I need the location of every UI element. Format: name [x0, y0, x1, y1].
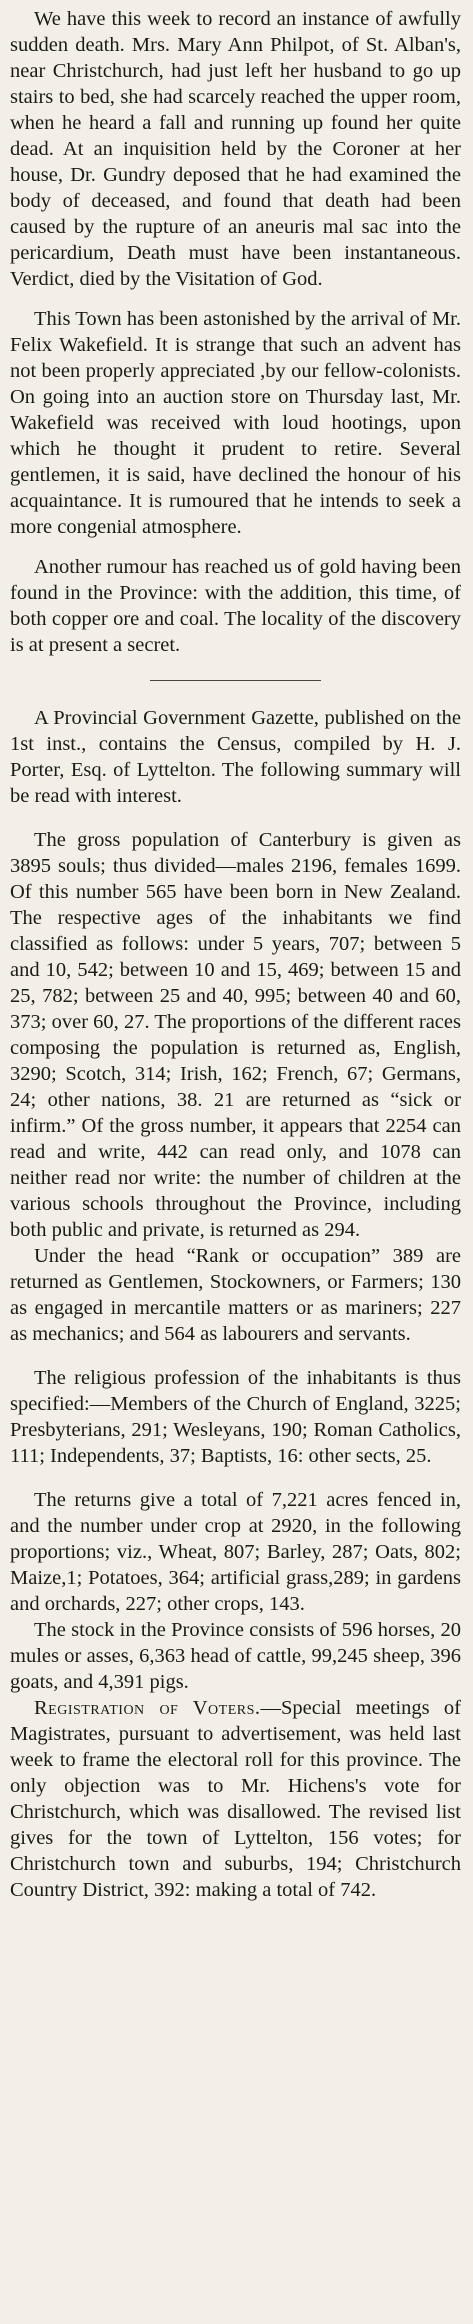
paragraph-gold-rumour: Another rumour has reached us of gold having been found in the Province: with the addition, this time, of both copper ore and coal. The locality of the discovery is at present a secret.: [10, 556, 461, 656]
section-divider: [150, 680, 321, 681]
paragraph-sudden-death: We have this week to record an instance of awfully sudden death. Mrs. Mary Ann Philpot, of St. Alban's, near Christchurch, had just left her husband to go up stairs to bed, she had scarcely reached the upper room, when he heard a fall and running up found her quite dead. At an inquisition held by the Coroner at her house, Dr. Gundry deposed that he had examined the body of deceased, and found that death had been caused by the rupture of an aneuris mal sac into the pericardium, Death must have been instantaneous. Verdict, died by the Visitation of God.: [10, 8, 461, 290]
registration-body: —Special meetings of Magistrates, pursuant to advertisement, was held last week to frame the electoral roll for this province. The only objection was to Mr. Hichens's vote for Christchurch, which was disallowed. The revised list gives for the town of Lyttelton, 156 votes; for Christchurch town and suburbs, 194; Christchurch Country District, 392: making a total of 742.: [10, 1697, 461, 1901]
paragraph-crops: The returns give a total of 7,221 acres fenced in, and the number under crop at 2920, in the following proportions; viz., Wheat, 807; Barley, 287; Oats, 802; Maize,1; Potatoes, 364; artificial grass,289; in gardens and orchards, 227; other crops, 143.: [10, 1489, 461, 1615]
paragraph-population: The gross population of Canterbury is given as 3895 souls; thus divided—males 2196, females 1699. Of this number 565 have been born in New Zealand. The respective ages of the inhabitants we find classified as follows: under 5 years, 707; between 5 and 10, 542; between 10 and 15, 469; between 15 and 25, 782; between 25 and 40, 995; between 40 and 60, 373; over 60, 27. The proportions of the different races composing the population is returned as, English, 3290; Scotch, 314; Irish, 162; French, 67; Germans, 24; other nations, 38. 21 are returned as “sick or infirm.” Of the gross number, it appears that 2254 can read and write, 442 can read only, and 1078 can neither read nor write: the number of children at the various schools throughout the Province, including both public and private, is returned as 294.: [10, 829, 461, 1241]
paragraph-stock: The stock in the Province consists of 596 horses, 20 mules or asses, 6,363 head of cattle, 99,245 sheep, 396 goats, and 4,391 pigs.: [10, 1619, 461, 1693]
paragraph-felix-wakefield: This Town has been astonished by the arrival of Mr. Felix Wakefield. It is strange that such an advent has not been properly appreciated ,by our fellow-colonists. On going into an auction store on Thursday last, Mr. Wakefield was received with loud hootings, upon which he thought it prudent to retire. Several gentlemen, it is said, have declined the honour of his acquaintance. It is rumoured that he intends to seek a more congenial atmosphere.: [10, 308, 461, 538]
paragraph-registration: [10, 1695, 461, 1903]
paragraph-census-intro: A Provincial Government Gazette, published on the 1st inst., contains the Census, compiled by H. J. Porter, Esq. of Lyttelton. The following summary will be read with interest.: [10, 707, 461, 807]
paragraph-religion: The religious profession of the inhabitants is thus specified:—Members of the Church of England, 3225; Presbyterians, 291; Wesleyans, 190; Roman Catholics, 111; Independents, 37; Baptists, 16: other sects, 25.: [10, 1367, 461, 1467]
registration-heading: Registration of Voters.: [34, 1697, 261, 1719]
paragraph-occupation: Under the head “Rank or occupation” 389 are returned as Gentlemen, Stockowners, or Farmers; 130 as engaged in mercantile matters or as mariners; 227 as mechanics; and 564 as labourers and servants.: [10, 1245, 461, 1345]
section-divider-wrap: [10, 658, 461, 705]
